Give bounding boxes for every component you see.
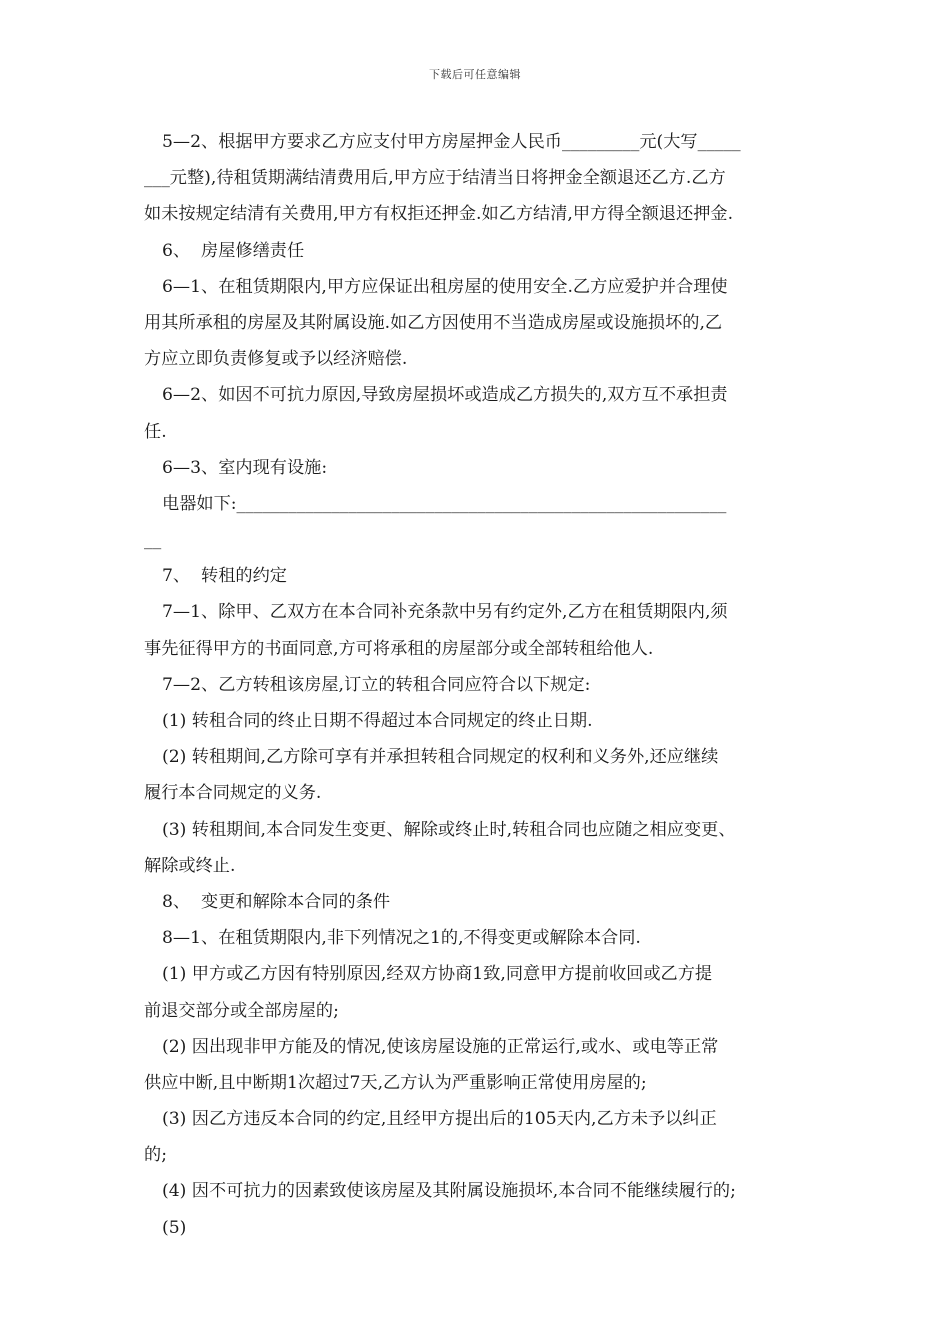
clause-8-1-item-3-line-1: (3) 因乙方违反本合同的约定,且经甲方提出后的105天内,乙方未予以纠正: [162, 1109, 717, 1130]
clause-7-2-item-2-line-1: (2) 转租期间,乙方除可享有并承担转租合同规定的权利和义务外,还应继续: [162, 747, 719, 768]
clause-8-1-item-2-line-1: (2) 因出现非甲方能及的情况,使该房屋设施的正常运行,或水、或电等正常: [162, 1036, 719, 1057]
section-7-heading: 7、 转租的约定: [162, 566, 287, 587]
appliances-fill-line-cont: __: [144, 530, 162, 551]
clause-8-1-item-2-line-2: 供应中断,且中断期1次超过7天,乙方认为严重影响正常使用房屋的;: [144, 1072, 647, 1093]
clause-5-2-line-3: 如未按规定结清有关费用,甲方有权拒还押金.如乙方结清,甲方得全额退还押金.: [144, 204, 734, 225]
appliances-fill-line: 电器如下:_________________________________________________________: [162, 493, 727, 514]
clause-8-1-item-5: (5): [162, 1217, 187, 1238]
clause-8-1: 8—1、在租赁期限内,非下列情况之1的,不得变更或解除本合同.: [162, 928, 641, 949]
clause-8-1-item-4: (4) 因不可抗力的因素致使该房屋及其附属设施损坏,本合同不能继续履行的;: [162, 1181, 736, 1202]
clause-7-2-item-3-line-1: (3) 转租期间,本合同发生变更、解除或终止时,转租合同也应随之相应变更、: [162, 819, 736, 840]
clause-5-2-line-2: ___元整),待租赁期满结清费用后,甲方应于结清当日将押金全额退还乙方.乙方: [144, 168, 726, 189]
clause-7-2-item-2-line-2: 履行本合同规定的义务.: [144, 783, 322, 804]
clause-8-1-item-1-line-1: (1) 甲方或乙方因有特别原因,经双方协商1致,同意甲方提前收回或乙方提: [162, 964, 713, 985]
clause-6-1-line-1: 6—1、在租赁期限内,甲方应保证出租房屋的使用安全.乙方应爱护并合理使: [162, 276, 728, 297]
document-body: [144, 124, 824, 1246]
clause-5-2-line-1: 5—2、根据甲方要求乙方应支付甲方房屋押金人民币_________元(大写_____: [162, 132, 741, 152]
clause-8-1-item-3-line-2: 的;: [144, 1145, 167, 1166]
clause-7-2-item-3-line-2: 解除或终止.: [144, 855, 236, 876]
clause-6-2-line-2: 任.: [144, 421, 167, 442]
clause-7-1-line-2: 事先征得甲方的书面同意,方可将承租的房屋部分或全部转租给他人.: [144, 638, 654, 659]
clause-7-2: 7—2、乙方转租该房屋,订立的转租合同应符合以下规定:: [162, 674, 591, 695]
clause-6-1-line-3: 方应立即负责修复或予以经济赔偿.: [144, 349, 408, 370]
clause-7-1-line-1: 7—1、除甲、乙双方在本合同补充条款中另有约定外,乙方在租赁期限内,须: [162, 602, 728, 623]
section-6-heading: 6、 房屋修缮责任: [162, 240, 305, 261]
clause-7-2-item-1: (1) 转租合同的终止日期不得超过本合同规定的终止日期.: [162, 711, 593, 731]
clause-6-3: 6—3、室内现有设施:: [162, 457, 328, 478]
clause-6-2-line-1: 6—2、如因不可抗力原因,导致房屋损坏或造成乙方损失的,双方互不承担责: [162, 385, 728, 406]
page-header: 下载后可任意编辑: [429, 68, 521, 81]
section-8-heading: 8、 变更和解除本合同的条件: [162, 891, 391, 912]
clause-8-1-item-1-line-2: 前退交部分或全部房屋的;: [144, 1000, 339, 1021]
clause-6-1-line-2: 用其所承租的房屋及其附属设施.如乙方因使用不当造成房屋或设施损坏的,乙: [144, 312, 723, 333]
